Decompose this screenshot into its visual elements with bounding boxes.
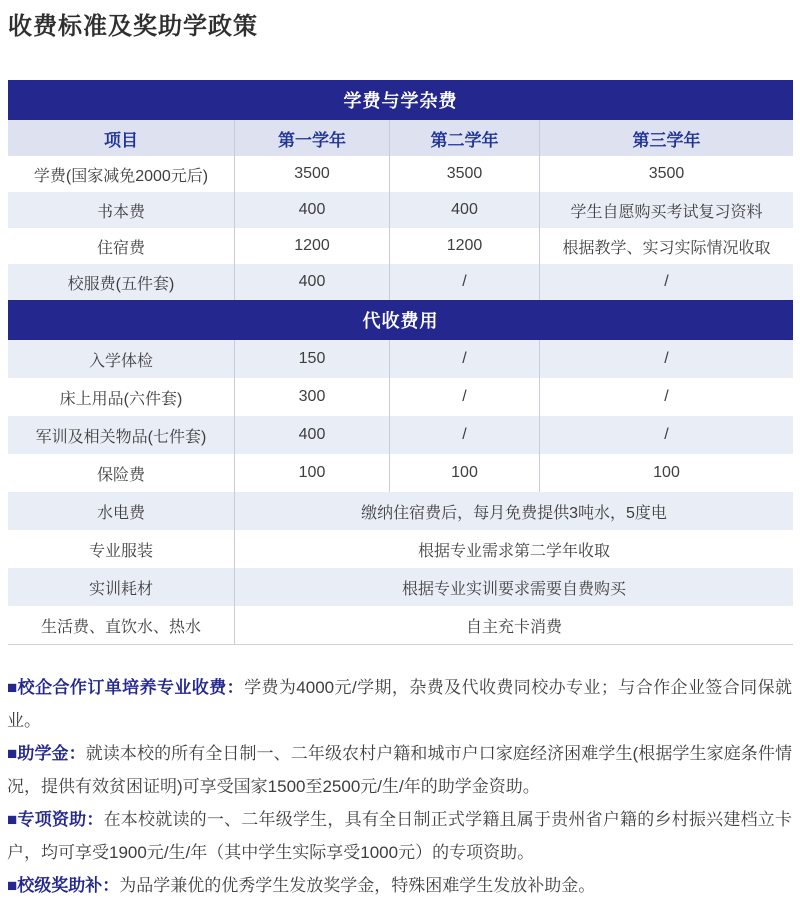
page (0, 6, 800, 895)
cell-year3: 3500 (648, 165, 685, 182)
cell-span-note: 自主充卡消费 (465, 618, 562, 636)
table-row (8, 340, 793, 378)
cell-year1: 3500 (235, 156, 390, 192)
note-lead: ■校级奖助补： (7, 876, 120, 895)
row-label: 学费(国家减免2000元后) (8, 156, 235, 192)
note-text: 就读本校的所有全日制一、二年级农村户籍和城市户口家庭经济困难学生(根据学生家庭条件情况，提供有效贫困证明)可享受国家1500至2500元/生/年的助学金资助。 (7, 744, 792, 796)
row-label: 水电费 (8, 492, 235, 530)
cell-year3: / (664, 273, 669, 290)
cell-year3: 学生自愿购买考试复习资料 (570, 203, 763, 221)
row-label: 床上用品(六件套) (8, 378, 235, 416)
note-lead: ■校企合作订单培养专业收费： (7, 678, 245, 697)
cell-year3: / (664, 426, 669, 443)
column-header-item: 项目 (8, 120, 235, 156)
cell-year3: 100 (653, 464, 680, 481)
cell-year3: / (664, 350, 669, 367)
note-lead: ■助学金： (7, 744, 86, 763)
fee-table (8, 80, 793, 645)
cell-span-note: 根据专业需求第二学年收取 (417, 542, 610, 560)
row-label: 书本费 (8, 192, 235, 228)
table-row (8, 156, 793, 192)
cell-year1: 100 (235, 454, 390, 492)
column-header-year3: 第三学年 (632, 130, 701, 150)
note-lead: ■专项资助： (7, 810, 104, 829)
row-label: 住宿费 (8, 228, 235, 264)
cell-span-note: 缴纳住宿费后，每月免费提供3吨水，5度电 (361, 504, 667, 522)
row-label: 军训及相关物品(七件套) (8, 416, 235, 454)
row-label: 入学体检 (8, 340, 235, 378)
row-label: 专业服装 (8, 530, 235, 568)
section-band-tuition: 学费与学杂费 (8, 80, 793, 120)
section-collected-fees (8, 300, 793, 644)
table-row (8, 492, 793, 530)
table-row (8, 378, 793, 416)
cell-year2: 100 (390, 454, 540, 492)
section-band-collected: 代收费用 (8, 300, 793, 340)
note-paragraph (7, 671, 792, 737)
row-label: 校服费(五件套) (8, 264, 235, 300)
cell-year3: 根据教学、实习实际情况收取 (562, 239, 771, 257)
page-title: 收费标准及奖助学政策 (8, 13, 258, 40)
cell-year2: / (390, 416, 540, 454)
row-label: 实训耗材 (8, 568, 235, 606)
note-text: 为品学兼优的优秀学生发放奖学金，特殊困难学生发放补助金。 (119, 876, 596, 895)
note-text: 在本校就读的一、二年级学生，具有全日制正式学籍且属于贵州省户籍的乡村振兴建档立卡户，均可享受1900元/生/年（其中学生实际享受1000元）的专项资助。 (7, 810, 792, 862)
table-row (8, 454, 793, 492)
cell-year1: 150 (235, 340, 390, 378)
cell-year2: 1200 (390, 228, 540, 264)
cell-year1: 400 (235, 264, 390, 300)
cell-year1: 300 (235, 378, 390, 416)
column-header-year1: 第一学年 (235, 120, 390, 156)
cell-year1: 1200 (235, 228, 390, 264)
note-text: 学费为4000元/学期，杂费及代收费同校办专业；与合作企业签合同保就业。 (7, 678, 792, 730)
column-header-year2: 第二学年 (390, 120, 540, 156)
cell-year2: 3500 (390, 156, 540, 192)
section-tuition (8, 80, 793, 300)
cell-year2: 400 (390, 192, 540, 228)
table-row (8, 606, 793, 644)
note-paragraph (7, 803, 792, 869)
cell-year2: / (390, 264, 540, 300)
cell-year1: 400 (235, 192, 390, 228)
cell-year2: / (390, 340, 540, 378)
policy-notes (7, 671, 792, 902)
note-paragraph (7, 869, 792, 902)
cell-year3: / (664, 388, 669, 405)
row-label: 保险费 (8, 454, 235, 492)
note-paragraph (7, 737, 792, 803)
table-row (8, 530, 793, 568)
table-row (8, 568, 793, 606)
table-header-row (8, 120, 793, 156)
table-row (8, 264, 793, 300)
cell-year2: / (390, 378, 540, 416)
cell-year1: 400 (235, 416, 390, 454)
table-row (8, 192, 793, 228)
row-label: 生活费、直饮水、热水 (8, 606, 235, 644)
table-row (8, 228, 793, 264)
table-row (8, 416, 793, 454)
cell-span-note: 根据专业实训要求需要自费购买 (401, 580, 626, 598)
